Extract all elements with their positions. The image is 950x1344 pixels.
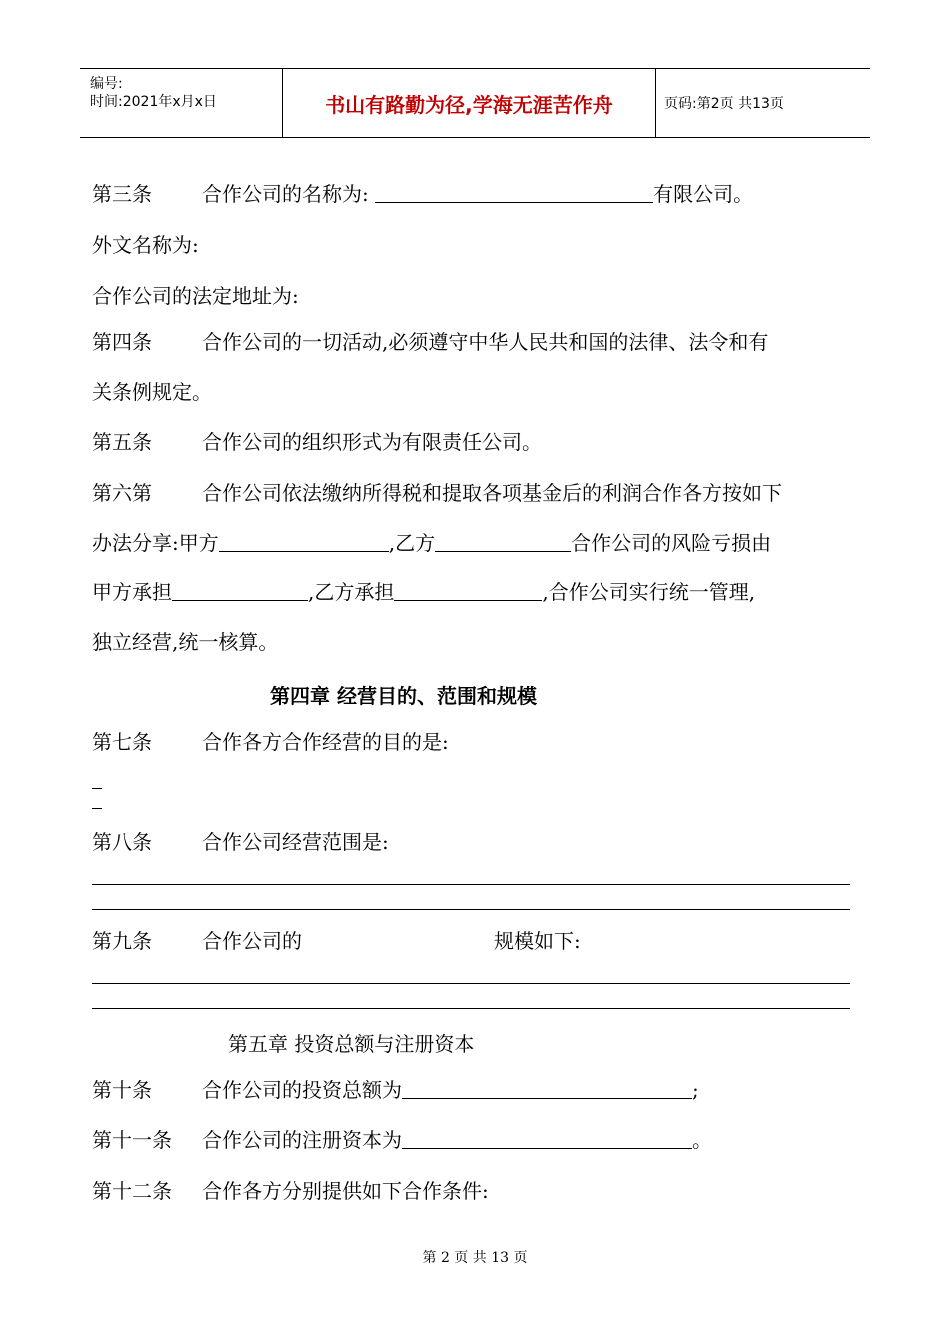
party-b-share-blank: [435, 531, 571, 552]
article-6-line-4: 独立经营,统一核算。: [92, 630, 279, 654]
header-motto: 书山有路勤为径,学海无涯苦作舟: [283, 69, 656, 137]
article-number: 第九条: [92, 929, 152, 953]
party-a-share-blank: [219, 531, 389, 552]
article-10: 第十条 合作公司的投资总额为 ;: [92, 1078, 699, 1102]
chapter-4-title: 第四章 经营目的、范围和规模: [270, 684, 537, 708]
article-number: 第十一条: [92, 1128, 172, 1152]
article-9: 第九条 合作公司的 规模如下:: [92, 929, 581, 953]
article-7: 第七条 合作各方合作经营的目的是:: [92, 730, 449, 754]
company-name-blank: [375, 182, 653, 203]
article-5: 第五条 合作公司的组织形式为有限责任公司。: [92, 430, 542, 454]
header-meta-cell: [80, 69, 283, 137]
scale-blank-line-1: [92, 983, 850, 984]
scope-blank-line-2: [92, 909, 850, 910]
total-investment-blank: [402, 1078, 692, 1099]
article-number: 第十条: [92, 1078, 152, 1102]
scale-blank-line-2: [92, 1008, 850, 1009]
article-6-line-2: 办法分享:甲方 ,乙方 合作公司的风险亏损由: [92, 531, 772, 555]
party-b-risk-blank: [394, 580, 542, 601]
foreign-name-line: 外文名称为:: [92, 233, 199, 257]
number-label: 编号:: [90, 76, 123, 92]
registered-capital-blank: [402, 1128, 692, 1149]
purpose-blank-2: [92, 808, 102, 809]
article-11: 第十一条 合作公司的注册资本为 。: [92, 1128, 712, 1152]
article-3: 第三条 合作公司的名称为: 有限公司。: [92, 182, 754, 206]
article-number: 第七条: [92, 730, 152, 754]
article-8: 第八条 合作公司经营范围是:: [92, 830, 389, 854]
scope-blank-line-1: [92, 884, 850, 885]
legal-address-line: 合作公司的法定地址为:: [92, 284, 299, 308]
article-6: 第六第 合作公司依法缴纳所得税和提取各项基金后的利润合作各方按如下: [92, 481, 782, 505]
article-number: 第八条: [92, 830, 152, 854]
article-number: 第三条: [92, 182, 152, 206]
article-6-line-3: 甲方承担 ,乙方承担 ,合作公司实行统一管理,: [92, 580, 756, 604]
header-page-info: 页码:第2页 共13页: [664, 96, 784, 112]
party-a-risk-blank: [172, 580, 308, 601]
article-number: 第十二条: [92, 1179, 172, 1203]
article-number: 第四条: [92, 330, 152, 354]
chapter-5-title: 第五章 投资总额与注册资本: [228, 1032, 475, 1056]
purpose-blank-1: [92, 788, 102, 789]
article-4: 第四条 合作公司的一切活动,必须遵守中华人民共和国的法律、法令和有: [92, 330, 769, 354]
date-label: 时间:2021年x月x日: [90, 94, 217, 110]
article-12: 第十二条 合作各方分别提供如下合作条件:: [92, 1179, 489, 1203]
page-footer: 第 2 页 共 13 页: [422, 1250, 528, 1266]
page-header: [80, 68, 870, 138]
article-4-cont: 关条例规定。: [92, 380, 212, 404]
article-number: 第五条: [92, 430, 152, 454]
article-number: 第六第: [92, 481, 152, 505]
